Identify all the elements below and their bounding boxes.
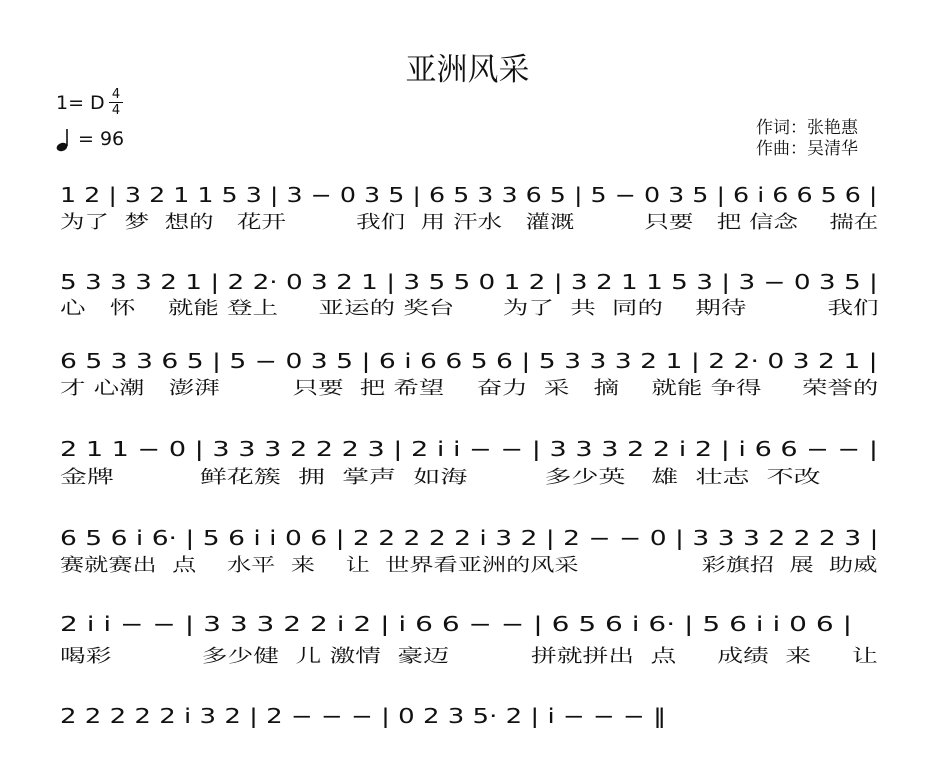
- notation-row: 2 2 2 2 2 i 3 2 | 2 − − − | 0 2 3 5· 2 | i − − − ‖: [60, 704, 667, 728]
- key-signature: 1= D: [56, 92, 105, 114]
- lyric-row: 才 心潮 澎湃 只要 把 希望 奋力 采 摘 就能 争得 荣誉的: [60, 378, 879, 399]
- composer-credit: 作曲：吴清华: [756, 139, 858, 159]
- time-signature-bottom: 4: [111, 103, 121, 118]
- time-signature: [109, 88, 123, 117]
- notation-row: 2 i i − − | 3 3 3 2 2 i 2 | i 6 6 − − | 6 5 6 i 6· | 5 6 i i 0 6 |: [60, 612, 853, 636]
- notation-row: 2 1 1 − 0 | 3 3 3 2 2 2 3 | 2 i i − − | 3 3 3 2 2 i 2 | i 6 6 − − |: [60, 437, 878, 461]
- lyricist-credit: 作词：张艳惠: [756, 118, 858, 138]
- notation-row: 6 5 3 3 6 5 | 5 − 0 3 5 | 6 i 6 6 5 6 | 5 3 3 3 2 1 | 2 2· 0 3 2 1 |: [60, 349, 878, 373]
- notation-row: 5 3 3 3 2 1 | 2 2· 0 3 2 1 | 3 5 5 0 1 2 | 3 2 1 1 5 3 | 3 − 0 3 5 |: [60, 270, 878, 294]
- lyric-row: 心 怀 就能 登上 亚运的 奖台 为了 共 同的 期待 我们: [60, 298, 879, 319]
- lyric-row: 喝彩 多少健 儿 激情 豪迈 拼就拼出 点 成绩 来 让: [60, 646, 878, 667]
- time-signature-top: 4: [111, 87, 121, 102]
- notation-row: 1 2 | 3 2 1 1 5 3 | 3 − 0 3 5 | 6 5 3 3 6 5 | 5 − 0 3 5 | 6 i 6 6 5 6 |: [60, 183, 878, 207]
- song-title: 亚洲风采: [405, 52, 530, 88]
- notation-row: 6 5 6 i 6· | 5 6 i i 0 6 | 2 2 2 2 2 i 3 2 | 2 − − 0 | 3 3 3 2 2 2 3 |: [60, 526, 879, 550]
- lyric-row: 金牌 鲜花簇 拥 掌声 如海 多少英 雄 壮志 不改: [60, 467, 821, 488]
- lyric-row: 为了 梦 想的 花开 我们 用 汗水 灌溉 只要 把 信念 揣在: [60, 212, 879, 233]
- lyric-row: 赛就赛出 点 水平 来 让 世界看亚洲的风采 彩旗招 展 助威: [60, 555, 878, 576]
- quarter-note-icon: [56, 127, 74, 153]
- tempo-marking: = 96: [78, 128, 125, 150]
